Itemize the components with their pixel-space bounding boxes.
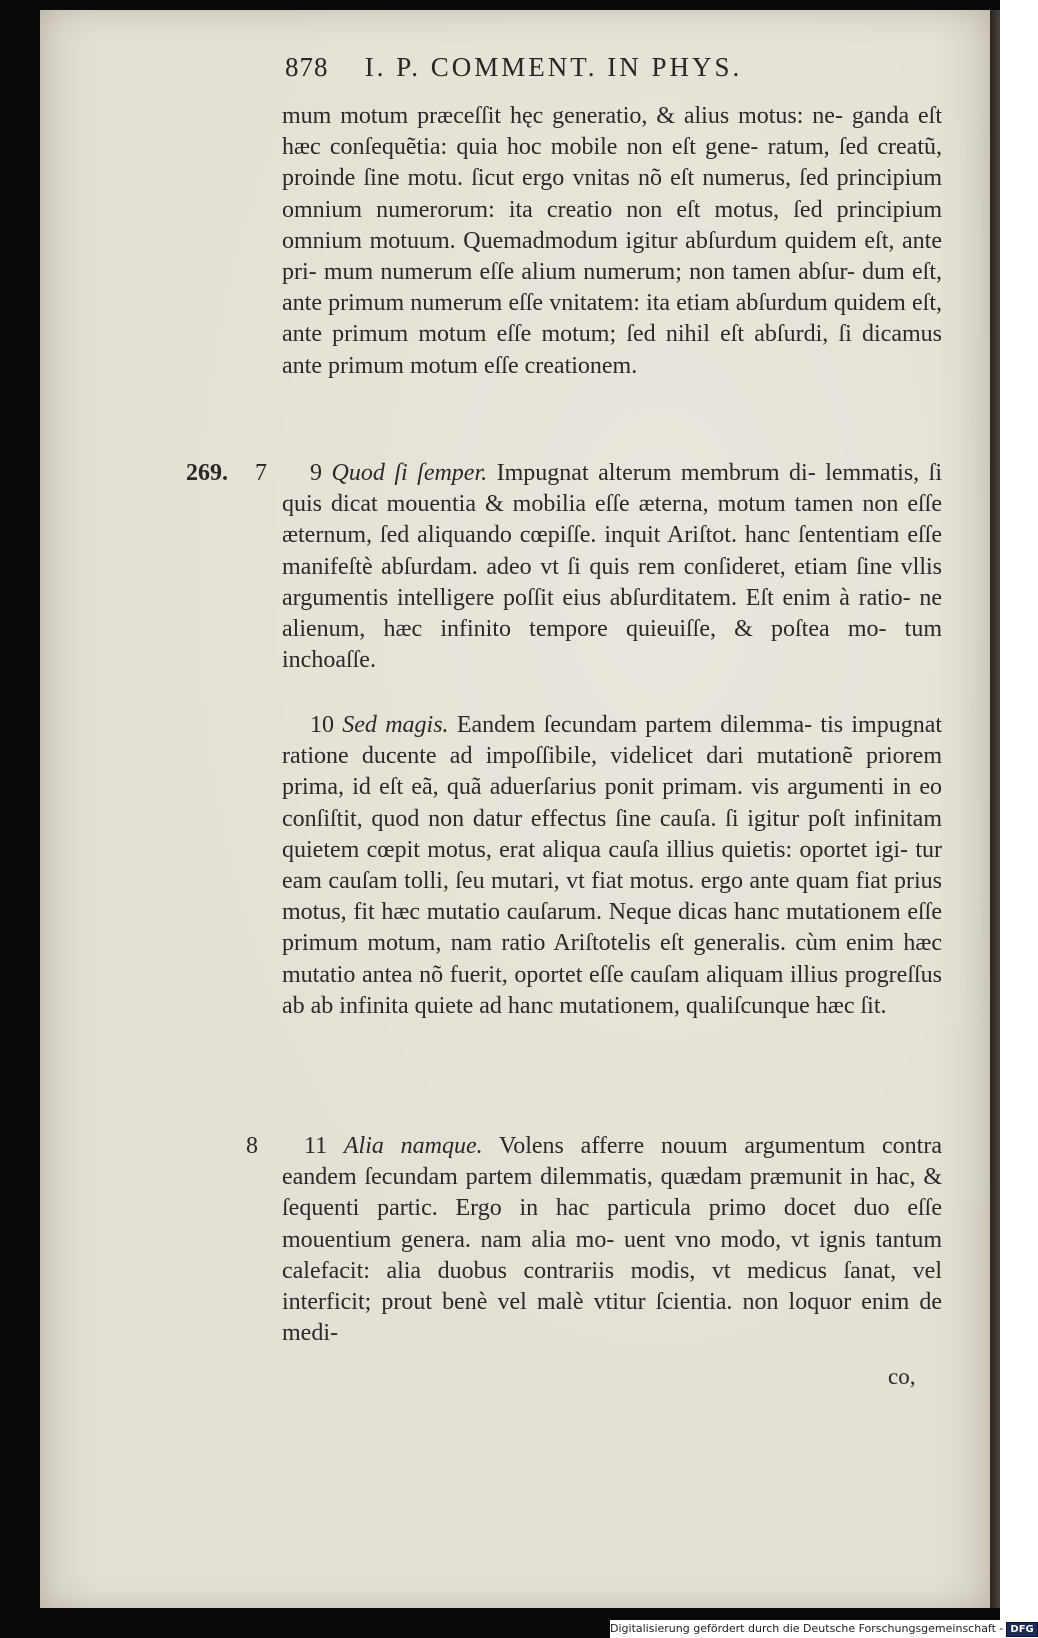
paragraph-text: mum motum præceſſit hęc generatio, & alius motus: ne- ganda eſt hæc conſequẽtia: quia hoc mobile non eſt gene- ratum, ſed creatũ, proinde ſine motu. ſicut ergo vnitas nõ eſt numerus, ſed principium omnium numerorum: ita creatio non eſt motus, ſed principium omnium motuum. Quemadmodum igitur abſurdum quidem eſt, ante pri- mum numerum eſſe alium numerum; non tamen abſur- dum eſt, ante primum numerum eſſe vnitatem: ita etiam abſurdum quidem eſt, ante primum motum eſſe motum; ſed nihil eſt abſurdi, ſi dicamus ante primum motum eſſe creationem. (282, 103, 942, 379)
margin-text-number: 7 (255, 460, 267, 486)
dfg-logo: DFG (1006, 1622, 1037, 1637)
paragraph-text: Eandem ſecundam partem dilemma- tis impugnat ratione ducente ad impoſſibile, videlicet dari mutationẽ priorem prima, id eſt eã, quã aduerſarius ponit primam. vis argumenti in eo conſiſtit, quod non datur effectus ſine cauſa. ſi igitur poſt infinitam quietem cœpit motus, erat aliqua cauſa illius quietis: oportet igi- tur eam cauſam tolli, ſeu mutari, vt fiat motus. ergo ante quam fiat prius motus, fit hæc mutatio cauſarum. Neque dicas hanc mutationem eſſe primum motum, nam ratio Ariſtotelis eſt generalis. cùm enim hæc mutatio antea nõ fuerit, oportet eſſe cauſam aliquam illius progreſſus ab ab infinita quiete ad hanc mutationem, qualiſcunque hæc ſit. (282, 712, 943, 1019)
lemma: Sed magis. (342, 712, 449, 738)
lemma: Quod ſi ſemper. (331, 460, 488, 486)
paragraph-continuation (282, 101, 942, 382)
commentary-paragraph-10 (282, 710, 942, 1022)
margin-reference-number: 269. (186, 460, 228, 486)
paragraph-text: Volens afferre nouum argumentum contra eandem ſecundam partem dilemmatis, quædam præmunit in hac, & ſequenti partic. Ergo in hac particula primo docet duo eſſe mouentium genera. nam alia mo- uent vno modo, vt ignis tantum calefacit: alia duobus contrariis modis, vt medicus ſanat, vel interficit; prout benè vel malè vtitur ſcientia. non loquor enim de medi- (282, 1133, 942, 1347)
commentary-paragraph-9 (282, 458, 942, 676)
digitization-credit (610, 1620, 1034, 1638)
paragraph-number: 11 (304, 1133, 328, 1159)
paragraph-number: 10 (310, 712, 334, 738)
catchword: co, (888, 1364, 916, 1389)
paragraph-number: 9 (310, 460, 322, 486)
commentary-paragraph-11 (282, 1131, 942, 1349)
margin-text-number: 8 (246, 1133, 258, 1159)
lemma: Alia namque. (343, 1133, 483, 1159)
running-title: I. P. COMMENT. IN PHYS. (364, 52, 743, 82)
page-edge (990, 10, 1000, 1608)
page-number: 878 (285, 52, 329, 82)
credit-text: Digitalisierung gefördert durch die Deutsche Forschungsgemeinschaft - (610, 1622, 1004, 1635)
running-header (285, 52, 845, 92)
paragraph-text: Impugnat alterum membrum di- lemmatis, ſi quis dicat mouentia & mobilia eſſe æterna, motum tamen non eſſe æternum, ſed aliquando cœpiſſe. inquit Ariſtot. hanc ſententiam eſſe manifeſtè abſurdam. adeo vt ſi quis rem conſideret, etiam ſine vllis argumentis intelligere poſſit eius abſurditatem. Eſt enim à ratio- ne alienum, hæc infinito tempore quieuiſſe, & poſtea mo- tum inchoaſſe. (282, 460, 943, 674)
